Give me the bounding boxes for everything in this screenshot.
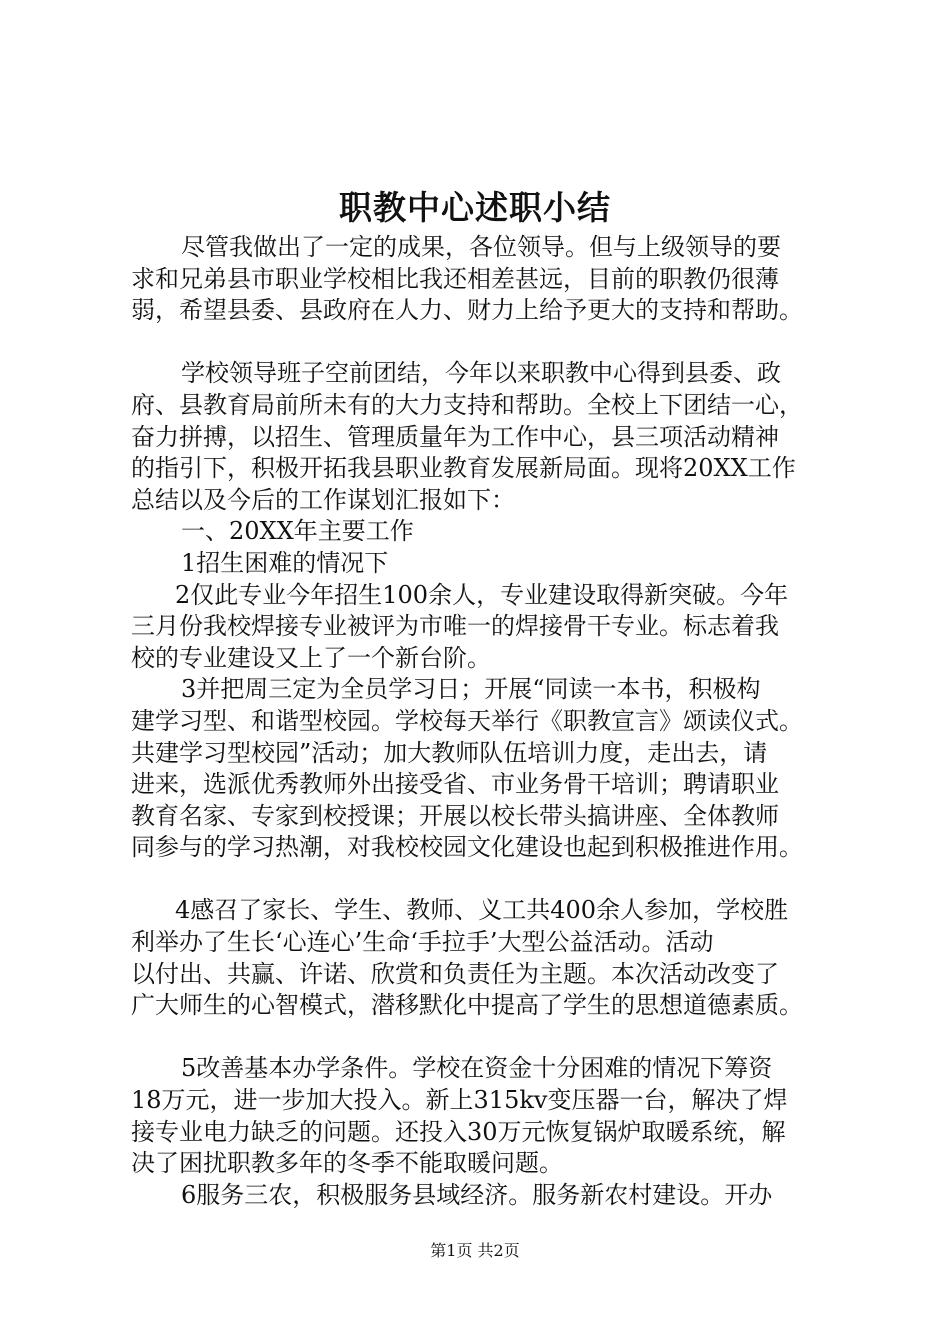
paragraph-line: 以付出、共赢、许诺、欣赏和负责任为主题。本次活动改变了 <box>131 959 779 988</box>
paragraph-line: 求和兄弟县市职业学校相比我还相差甚远，目前的职教仍很薄 <box>131 264 779 293</box>
section-heading: 一、20XX年主要工作 <box>181 517 414 546</box>
paragraph-line: 决了困扰职教多年的冬季不能取暖问题。 <box>131 1149 563 1178</box>
paragraph-line: 2仅此专业今年招生100余人，专业建设取得新突破。今年 <box>175 580 789 609</box>
paragraph-line: 尽管我做出了一定的成果，各位领导。但与上级领导的要 <box>181 233 781 261</box>
paragraph-line: 3并把周三定为全员学习日；开展“同读一本书，积极构 <box>181 675 761 704</box>
paragraph-line: 接专业电力缺乏的问题。还投入30万元恢复锅炉取暖系统，解 <box>131 1117 786 1146</box>
paragraph-line: 府、县教育局前所未有的大力支持和帮助。全校上下团结一心， <box>131 390 803 419</box>
paragraph-line: 6服务三农，积极服务县域经济。服务新农村建设。开办 <box>181 1180 773 1209</box>
paragraph-line: 三月份我校焊接专业被评为市唯一的焊接骨干专业。标志着我 <box>131 612 779 641</box>
paragraph-line: 18万元，进一步加大投入。新上315kv变压器一台，解决了焊 <box>131 1086 788 1115</box>
paragraph-gap <box>131 1022 831 1054</box>
paragraph-line: 5改善基本办学条件。学校在资金十分困难的情况下筹资 <box>181 1054 773 1083</box>
paragraph-line: 1招生困难的情况下 <box>181 548 389 577</box>
paragraph-line: 同参与的学习热潮，对我校校园文化建设也起到积极推进作用。 <box>131 833 803 862</box>
paragraph-gap <box>131 864 831 896</box>
paragraph-line: 进来，选派优秀教师外出接受省、市业务骨干培训；聘请职业 <box>131 770 779 799</box>
paragraph-line: 广大师生的心智模式，潜移默化中提高了学生的思想道德素质。 <box>131 991 803 1020</box>
paragraph-line: 建学习型、和谐型校园。学校每天举行《职教宣言》颂读仪式。 <box>131 706 803 735</box>
paragraph-line: 4感召了家长、学生、教师、义工共400余人参加，学校胜 <box>175 896 789 925</box>
paragraph-line: 校的专业建设又上了一个新台阶。 <box>131 643 491 672</box>
paragraph-line: 学校领导班子空前团结，今年以来职教中心得到县委、政 <box>181 359 781 388</box>
paragraph-line: 利举办了生长‘心连心’生命‘手拉手’大型公益活动。活动 <box>131 928 714 957</box>
paragraph-line: 弱，希望县委、县政府在人力、财力上给予更大的支持和帮助。 <box>131 296 803 325</box>
paragraph-line: 奋力拼搏，以招生、管理质量年为工作中心，县三项活动精神 <box>131 422 779 451</box>
paragraph-line: 共建学习型校园”活动；加大教师队伍培训力度，走出去，请 <box>131 738 768 767</box>
paragraph-gap <box>131 327 831 359</box>
document-body <box>131 232 831 1211</box>
paragraph-line: 总结以及今后的工作谋划汇报如下： <box>131 485 515 514</box>
paragraph-line: 教育名家、专家到校授课；开展以校长带头搞讲座、全体教师 <box>131 801 779 830</box>
paragraph-line: 的指引下，积极开拓我县职业教育发展新局面。现将20XX工作 <box>131 454 796 483</box>
document-title: 职教中心述职小结 <box>339 188 611 227</box>
page-number: 第1页 共2页 <box>430 1241 520 1260</box>
